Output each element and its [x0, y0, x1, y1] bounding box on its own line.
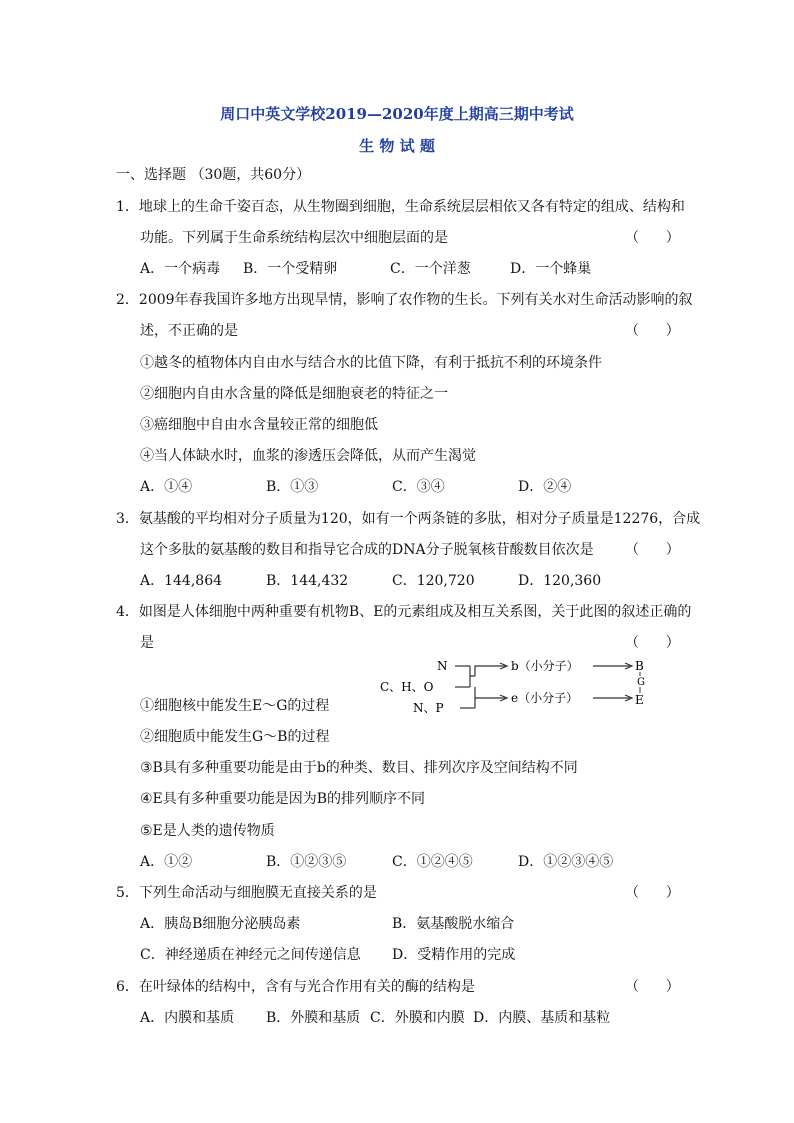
q3-option-b: B．144,432: [266, 573, 349, 589]
q6-option-b: B．外膜和基质: [266, 1010, 361, 1026]
q5-option-d: D．受精作用的完成: [392, 947, 516, 963]
q4-stem-line2: 是: [140, 635, 154, 651]
q2-answer-blank: （ ）: [625, 323, 680, 339]
q2-option-a: A．①④: [140, 479, 193, 495]
q3-stem-line1: 3．氨基酸的平均相对分子质量为120，如有一个两条链的多肽，相对分子质量是12276，合成: [116, 511, 701, 527]
q1-answer-blank: （ ）: [625, 230, 680, 246]
diagram-label-E: E: [635, 693, 644, 707]
q6-option-d: D．内膜、基质和基粒: [473, 1010, 611, 1026]
q3-stem-line2: 这个多肽的氨基酸的数目和指导它合成的DNA分子脱氧核苷酸数目依次是: [140, 542, 594, 558]
diagram-label-G: G: [637, 677, 645, 688]
q3-option-d: D．120,360: [518, 573, 602, 589]
q1-stem-line2: 功能。下列属于生命系统结构层次中细胞层面的是: [140, 230, 448, 246]
subject-title: 生 物 试 题: [359, 137, 435, 155]
q4-item-5: ⑤E是人类的遗传物质: [140, 823, 275, 839]
q2-stem-line2: 述，不正确的是: [140, 323, 238, 339]
exam-title: 周口中英文学校2019—2020年度上期高三期中考试: [220, 105, 574, 123]
diagram-label-B: B: [635, 659, 644, 673]
q2-option-b: B．①③: [266, 479, 319, 495]
q4-answer-blank: （ ）: [625, 635, 680, 651]
q6-stem: 6．在叶绿体的结构中，含有与光合作用有关的酶的结构是: [116, 979, 475, 995]
q1-option-a: A．一个病毒: [140, 261, 221, 277]
q5-option-a: A．胰岛B细胞分泌胰岛素: [140, 916, 301, 932]
q4-option-b: B．①②③⑤: [266, 854, 347, 870]
q4-item-4: ④E具有多种重要功能是因为B的排列顺序不同: [140, 791, 426, 807]
q4-item-1: ①细胞核中能发生E～G的过程: [140, 698, 330, 714]
diagram-label-np: N、P: [413, 701, 444, 715]
diagram-label-n: N: [437, 659, 448, 673]
q6-option-c: C．外膜和内膜: [370, 1010, 465, 1026]
q2-item-2: ②细胞内自由水含量的降低是细胞衰老的特征之一: [140, 386, 448, 402]
q2-item-3: ③癌细胞中自由水含量较正常的细胞低: [140, 417, 378, 433]
q1-stem-line1: 1．地球上的生命千姿百态，从生物圈到细胞，生命系统层层相依又各有特定的组成、结构和: [116, 199, 685, 215]
q1-option-c: C．一个洋葱: [390, 261, 471, 277]
q4-item-2: ②细胞质中能发生G～B的过程: [140, 729, 330, 745]
q3-answer-blank: （ ）: [625, 542, 680, 558]
q5-answer-blank: （ ）: [625, 885, 680, 901]
diagram-label-e: e（小分子）: [511, 691, 579, 705]
q2-item-1: ①越冬的植物体内自由水与结合水的比值下降，有利于抵抗不利的环境条件: [140, 355, 602, 371]
q4-option-a: A．①②: [140, 854, 193, 870]
element-relation-diagram: [375, 656, 665, 718]
q4-stem-line1: 4．如图是人体细胞中两种重要有机物B、E的元素组成及相互关系图，关于此图的叙述正确的: [116, 604, 692, 620]
q2-stem-line1: 2．2009年春我国许多地方出现旱情，影响了农作物的生长。下列有关水对生命活动影响的叙: [116, 292, 693, 308]
q5-option-b: B．氨基酸脱水缩合: [392, 916, 515, 932]
q5-option-c: C．神经递质在神经元之间传递信息: [140, 947, 361, 963]
q2-item-4: ④当人体缺水时，血浆的渗透压会降低，从而产生渴觉: [140, 448, 476, 464]
q2-option-c: C．③④: [392, 479, 445, 495]
diagram-label-cho: C、H、O: [380, 680, 434, 694]
q3-option-c: C．120,720: [392, 573, 475, 589]
q6-answer-blank: （ ）: [625, 979, 680, 995]
section-heading: 一、选择题 （30题，共60分）: [116, 167, 311, 183]
q2-option-d: D．②④: [518, 479, 572, 495]
diagram-label-b: b（小分子）: [511, 659, 579, 673]
q3-option-a: A．144,864: [140, 573, 223, 589]
q5-stem: 5．下列生命活动与细胞膜无直接关系的是: [116, 885, 377, 901]
q1-option-d: D．一个蜂巢: [510, 261, 592, 277]
q1-option-b: B．一个受精卵: [243, 261, 338, 277]
q4-item-3: ③B具有多种重要功能是由于b的种类、数目、排列次序及空间结构不同: [140, 760, 578, 776]
q4-option-c: C．①②④⑤: [392, 854, 473, 870]
q6-option-a: A．内膜和基质: [140, 1010, 235, 1026]
q4-option-d: D．①②③④⑤: [518, 854, 614, 870]
